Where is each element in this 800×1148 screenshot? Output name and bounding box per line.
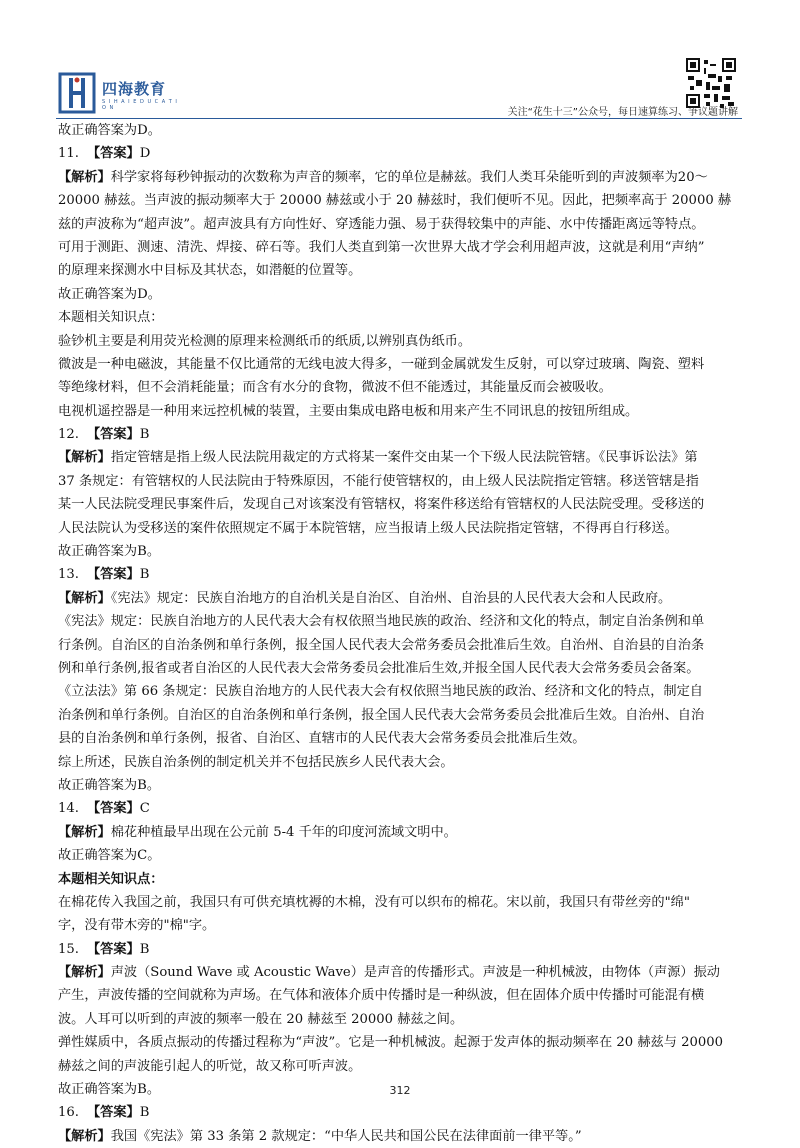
text-line [58,657,746,680]
text-line [58,610,746,633]
text-line [58,634,746,657]
analysis-tag: 【解析】 [58,1128,111,1144]
question-number: 14. [58,801,79,817]
line-text: 微波是一种电磁波，其能量不仅比通常的无线电波大得多，一碰到金属就发生反射，可以穿过玻璃、陶瓷、塑料 [58,356,705,372]
line-text: 字，没有带木旁的"棉"字。 [58,918,216,934]
line-text: 故正确答案为B。 [58,777,161,793]
text-line [58,470,746,493]
line-text: 治条例和单行条例。自治区的自治条例和单行条例，报全国人民代表大会常务委员会批准后生效。自治州、自治 [58,707,705,723]
line-text: 行条例。自治区的自治条例和单行条例，报全国人民代表大会常务委员会批准后生效。自治州、自治县的自治条 [58,637,705,653]
text-line [58,704,746,727]
line-text: 赫兹之间的声波能引起人的听觉，故又称可听声波。 [58,1058,362,1074]
line-text: 综上所述，民族自治条例的制定机关并不包括民族乡人民代表大会。 [58,754,454,770]
answer-tag: 【答案】 [86,146,140,162]
line-text: 波。人耳可以听到的声波的频率一般在 20 赫兹至 20000 赫兹之间。 [58,1011,464,1027]
line-text: 本题相关知识点： [58,310,164,326]
header-slogan: 关注“花生十三”公众号，每日速算练习、争议题讲解 [507,107,738,118]
line-text: 人民法院认为受移送的案件依照规定不属于本院管辖，应当报请上级人民法院指定管辖，不得再自行移送。 [58,520,678,536]
line-text: 声波（Sound Wave 或 Acoustic Wave）是声音的传播形式。声波是一种机械波，由物体（声源）振动 [110,965,720,981]
line-text: 指定管辖是指上级人民法院用裁定的方式将某一案件交由某一个下级人民法院管辖。《民事诉讼法》第 [110,450,698,466]
text-line [58,844,746,867]
page-number: 312 [389,1084,411,1097]
text-line [58,213,746,236]
line-text: D [139,146,151,162]
line-text: 县的自治条例和单行条例，报省、自治区、直辖市的人民代表大会常务委员会批准后生效。 [58,731,586,747]
line-text: 等绝缘材料，但不会消耗能量；而含有水分的食物，微波不但不能透过，其能量反而会被吸收。 [58,380,612,396]
text-line [58,563,746,586]
text-line [58,1031,746,1054]
logo-mark-icon [58,72,96,114]
text-line [58,821,746,844]
line-text: 故正确答案为C。 [58,848,161,864]
text-line [58,306,746,329]
text-line [58,1055,746,1078]
text-line [58,727,746,750]
answer-tag: 【答案】 [86,567,140,583]
question-number: 11. [58,146,79,162]
brand-logo [58,72,178,116]
line-text: 棉花种植最早出现在公元前 5-4 千年的印度河流域文明中。 [110,824,457,840]
text-line [58,914,746,937]
line-text: 《立法法》第 66 条规定：民族自治地方的人民代表大会有权依照当地民族的政治、经济和文化的特点，制定自 [58,684,703,700]
line-text: 科学家将每秒钟振动的次数称为声音的频率，它的单位是赫兹。我们人类耳朵能听到的声波频率为20～ [110,169,708,185]
line-text: B [139,427,150,443]
qr-code-icon [686,58,736,108]
line-text: 弹性媒质中，各质点振动的传播过程称为“声波”。它是一种机械波。起源于发声体的振动频率在 20 赫兹与 20000 [58,1035,724,1051]
line-text: B [139,941,150,957]
page-header [0,0,800,118]
line-text: 电视机遥控器是一种用来远控机械的装置，主要由集成电路电板和用来产生不同讯息的按钮所组成。 [58,403,639,419]
text-line [58,283,746,306]
text-line [58,142,746,165]
text-line [58,119,746,142]
line-text: 例和单行条例,报省或者自治区的人民代表大会常务委员会批准后生效,并报全国人民代表大会常务委员会备案。 [58,660,700,676]
text-line [58,680,746,703]
text-line [58,166,746,189]
answer-tag: 【答案】 [86,801,140,817]
line-text: 在棉花传入我国之前，我国只有可供充填枕褥的木棉，没有可以织布的棉花。宋以前，我国只有带丝旁的"绵" [58,894,690,910]
text-line [58,891,746,914]
text-line [58,868,746,891]
text-line [58,774,746,797]
logo-subtitle: S I H A I E D U C A T I O N [102,99,178,111]
answer-tag: 【答案】 [86,1105,140,1121]
line-text: 故正确答案为B。 [58,544,161,560]
analysis-tag: 【解析】 [58,590,111,606]
line-text: 《宪法》规定：民族自治地方的人民代表大会有权依照当地民族的政治、经济和文化的特点，制定自治条例和单 [58,614,705,630]
text-line [58,961,746,984]
analysis-tag: 【解析】 [58,824,111,840]
analysis-tag: 【解析】 [58,965,111,981]
question-number: 13. [58,567,79,583]
line-text: 的原理来探测水中目标及其状态，如潜艇的位置等。 [58,263,362,279]
text-line [58,517,746,540]
line-text: 某一人民法院受理民事案件后，发现自己对该案没有管辖权，将案件移送给有管辖权的人民法院受理。受移送的 [58,497,705,513]
text-line [58,1008,746,1031]
question-number: 16. [58,1105,79,1121]
line-text: 故正确答案为D。 [58,286,161,302]
line-text: 产生，声波传播的空间就称为声场。在气体和液体介质中传播时是一种纵波，但在固体介质中传播时可能混有横 [58,988,705,1004]
line-text: 20000 赫兹。当声波的振动频率大于 20000 赫兹或小于 20 赫兹时，我们便听不见。因此，把频率高于 20000 赫 [58,193,732,209]
line-text: 37 条规定：有管辖权的人民法院由于特殊原因，不能行使管辖权的，由上级人民法院指定管辖。移送管辖是指 [58,473,699,489]
text-line [58,984,746,1007]
line-text: 验钞机主要是利用荧光检测的原理来检测纸币的纸质,以辨别真伪纸币。 [58,333,472,349]
text-line [58,587,746,610]
text-line [58,376,746,399]
line-text: 《宪法》规定：民族自治地方的自治机关是自治区、自治州、自治县的人民代表大会和人民政府。 [110,590,672,606]
question-number: 12. [58,427,79,443]
text-line [58,1125,746,1148]
logo-name: 四海教育 [102,80,167,98]
text-line [58,259,746,282]
analysis-tag: 【解析】 [58,450,111,466]
text-line [58,540,746,563]
text-line [58,400,746,423]
text-line [58,493,746,516]
line-text: 我国《宪法》第 33 条第 2 款规定：“中华人民共和国公民在法律面前一律平等。” [110,1128,582,1144]
document-body [58,119,746,1148]
text-line [58,189,746,212]
line-text: C [139,801,150,817]
text-line [58,236,746,259]
answer-tag: 【答案】 [86,941,140,957]
question-number: 15. [58,941,79,957]
text-line [58,353,746,376]
line-text: 本题相关知识点： [58,871,164,887]
text-line [58,330,746,353]
line-text: B [139,567,150,583]
text-line [58,423,746,446]
line-text: 故正确答案为B。 [58,1082,161,1098]
text-line [58,797,746,820]
text-line [58,446,746,469]
analysis-tag: 【解析】 [58,169,111,185]
text-line [58,938,746,961]
answer-tag: 【答案】 [86,427,140,443]
text-line [58,751,746,774]
line-text: B [139,1105,150,1121]
text-line [58,1101,746,1124]
line-text: 兹的声波称为“超声波”。超声波具有方向性好、穿透能力强、易于获得较集中的声能、水中传播距离远等特点。 [58,216,705,232]
line-text: 可用于测距、测速、清洗、焊接、碎石等。我们人类直到第一次世界大战才学会利用超声波，这就是利用“声纳” [58,239,705,255]
line-text: 故正确答案为D。 [58,123,161,138]
